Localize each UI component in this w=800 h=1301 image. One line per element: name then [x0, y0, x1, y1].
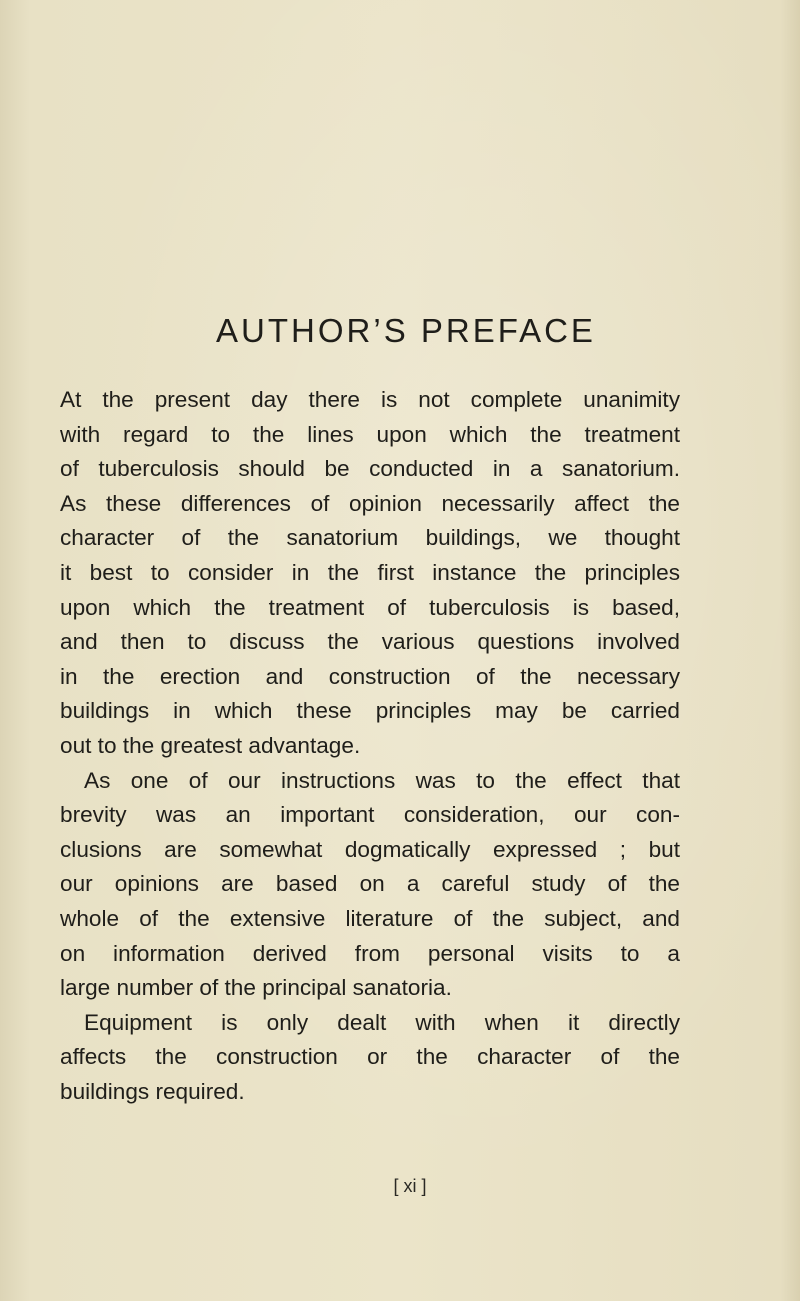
text-line: character of the sanatorium buildings, we thought	[60, 525, 680, 551]
text-line: upon which the treatment of tuberculosis is based,	[60, 594, 680, 620]
text-line: buildings in which these principles may be carried	[60, 698, 680, 724]
text-line: and then to discuss the various questions involved	[60, 629, 680, 655]
paragraph-1	[60, 383, 680, 764]
paragraph-3	[60, 1006, 680, 1110]
text-line: buildings required.	[60, 1078, 245, 1104]
text-line: whole of the extensive literature of the subject, and	[60, 905, 680, 931]
text-line: clusions are somewhat dogmatically expressed ; but	[60, 836, 680, 862]
text-line: At the present day there is not complete unanimity	[60, 387, 680, 412]
text-line: Equipment is only dealt with when it directly	[84, 1009, 680, 1035]
preface-heading: AUTHOR’S PREFACE	[216, 312, 596, 349]
preface-body	[60, 383, 680, 1109]
text-line: As one of our instructions was to the effect that	[84, 767, 680, 793]
text-line: large number of the principal sanatoria.	[60, 975, 452, 1001]
text-line: brevity was an important consideration, our con-	[60, 802, 680, 828]
paragraph-2	[60, 764, 680, 1006]
text-line: out to the greatest advantage.	[60, 732, 361, 758]
text-line: affects the construction or the character of the	[60, 1044, 680, 1070]
text-line: our opinions are based on a careful study of the	[60, 871, 680, 897]
text-line: in the erection and construction of the necessary	[60, 663, 680, 689]
text-line: of tuberculosis should be conducted in a sanatorium.	[60, 456, 680, 482]
text-line: it best to consider in the first instance the principles	[60, 559, 680, 585]
text-line: As these differences of opinion necessarily affect the	[60, 490, 680, 516]
text-line: on information derived from personal visits to a	[60, 940, 680, 966]
text-line: with regard to the lines upon which the treatment	[60, 421, 680, 447]
page-number: [ xi ]	[393, 1176, 427, 1196]
